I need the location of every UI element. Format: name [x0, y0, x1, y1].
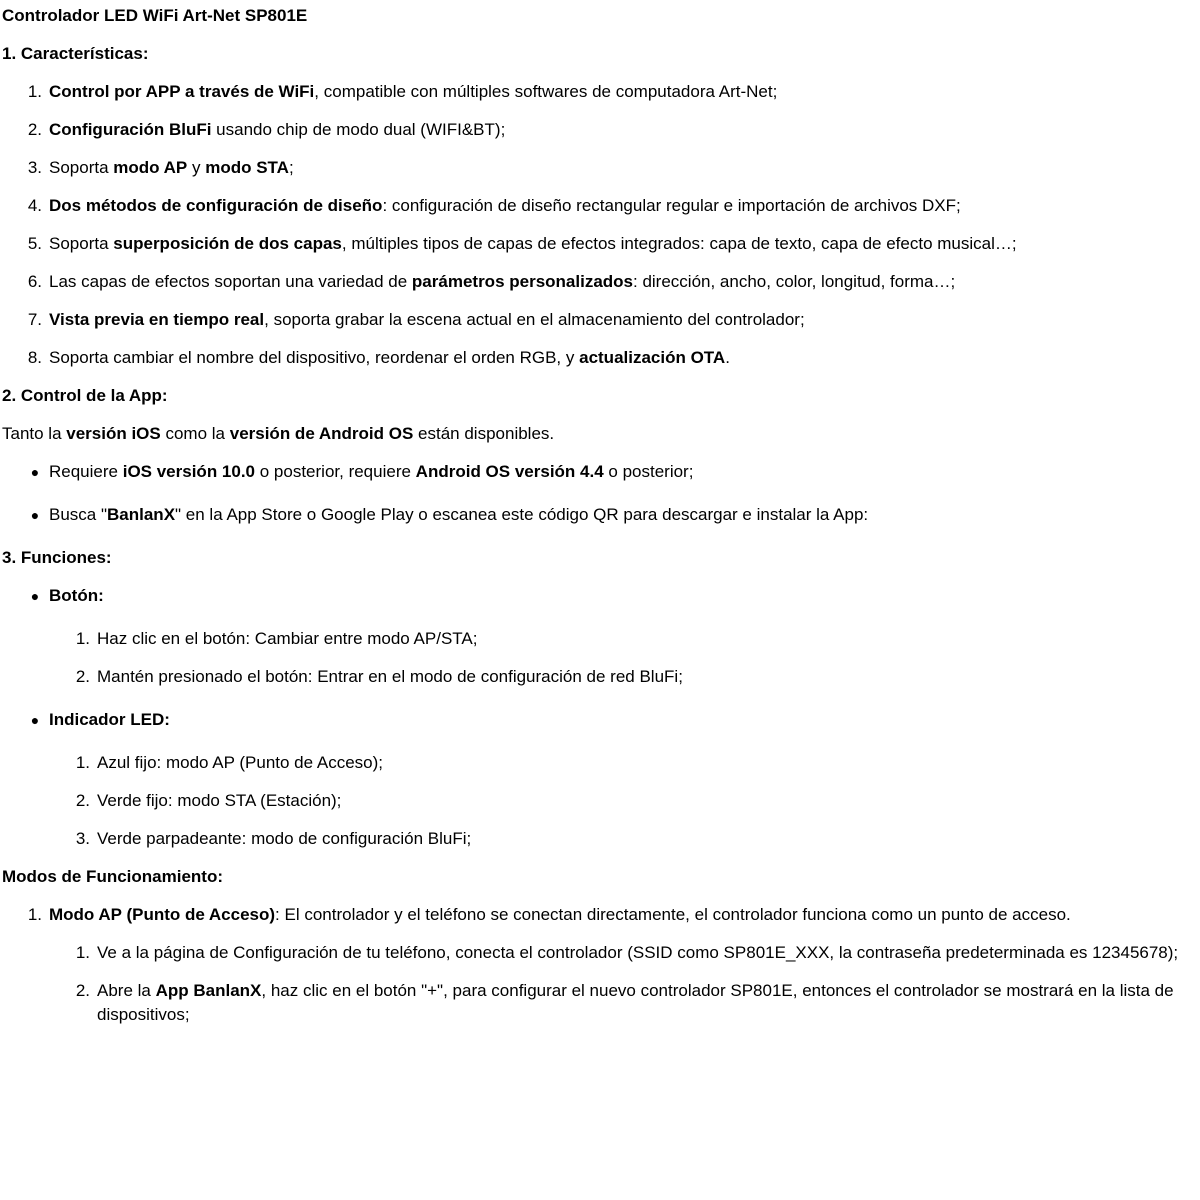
feature-item: 2. Configuración BluFi usando chip de modo dual (WIFI&BT); [27, 120, 506, 139]
ap-step-item: 2. Abre la App BanlanX, haz clic en el botón "+", para configurar el nuevo controlador SP801E, entonces el controlador se mostrará en la lista de dispositivos; [75, 981, 1174, 1024]
feature-item: 8. Soporta cambiar el nombre del dispositivo, reordenar el orden RGB, y actualización OTA. [27, 348, 730, 367]
section-2-heading: 2. Control de la App: [2, 386, 168, 405]
section-3-heading: 3. Funciones: [2, 548, 112, 567]
bullet-icon: ● [30, 507, 40, 523]
feature-item: 1. Control por APP a través de WiFi, compatible con múltiples softwares de computadora Art-Net; [27, 82, 778, 101]
bullet-icon: ● [30, 464, 40, 480]
ap-step-item: 1. Ve a la página de Configuración de tu teléfono, conecta el controlador (SSID como SP801E_XXX, la contraseña predeterminada es 12345678); [75, 943, 1179, 962]
button-functions-label: ● Botón: [2, 584, 1198, 608]
feature-item: 6. Las capas de efectos soportan una variedad de parámetros personalizados: dirección, ancho, color, longitud, forma…; [27, 272, 956, 291]
led-indicator-item: 2. Verde fijo: modo STA (Estación); [75, 791, 342, 810]
feature-item: 4. Dos métodos de configuración de diseño: configuración de diseño rectangular regular e importación de archivos DXF; [27, 196, 961, 215]
led-indicator-label: ● Indicador LED: [2, 708, 1198, 732]
operating-modes-heading: Modos de Funcionamiento: [2, 867, 223, 886]
section-1-heading: 1. Características: [2, 44, 149, 63]
led-indicator-item: 3. Verde parpadeante: modo de configuración BluFi; [75, 829, 472, 848]
bullet-icon: ● [30, 588, 40, 604]
download-bullet: ● Busca "BanlanX" en la App Store o Google Play o escanea este código QR para descargar e instalar la App: [2, 503, 1198, 527]
led-indicator-item: 1. Azul fijo: modo AP (Punto de Acceso); [75, 753, 384, 772]
feature-item: 3. Soporta modo AP y modo STA; [27, 158, 294, 177]
button-function-item: 2. Mantén presionado el botón: Entrar en el modo de configuración de red BluFi; [75, 667, 683, 686]
document-title: Controlador LED WiFi Art-Net SP801E [2, 6, 308, 25]
requirement-bullet: ● Requiere iOS versión 10.0 o posterior, requiere Android OS versión 4.4 o posterior; [2, 460, 1198, 484]
feature-item: 5. Soporta superposición de dos capas, múltiples tipos de capas de efectos integrados: capa de texto, capa de efecto musical…; [27, 234, 1017, 253]
feature-item: 7. Vista previa en tiempo real, soporta grabar la escena actual en el almacenamiento del controlador; [27, 310, 805, 329]
bullet-icon: ● [30, 712, 40, 728]
ap-mode-item: 1. Modo AP (Punto de Acceso): El controlador y el teléfono se conectan directamente, el controlador funciona como un punto de acceso. [27, 905, 1071, 924]
app-intro: Tanto la versión iOS como la versión de Android OS están disponibles. [2, 424, 555, 443]
button-function-item: 1. Haz clic en el botón: Cambiar entre modo AP/STA; [75, 629, 478, 648]
